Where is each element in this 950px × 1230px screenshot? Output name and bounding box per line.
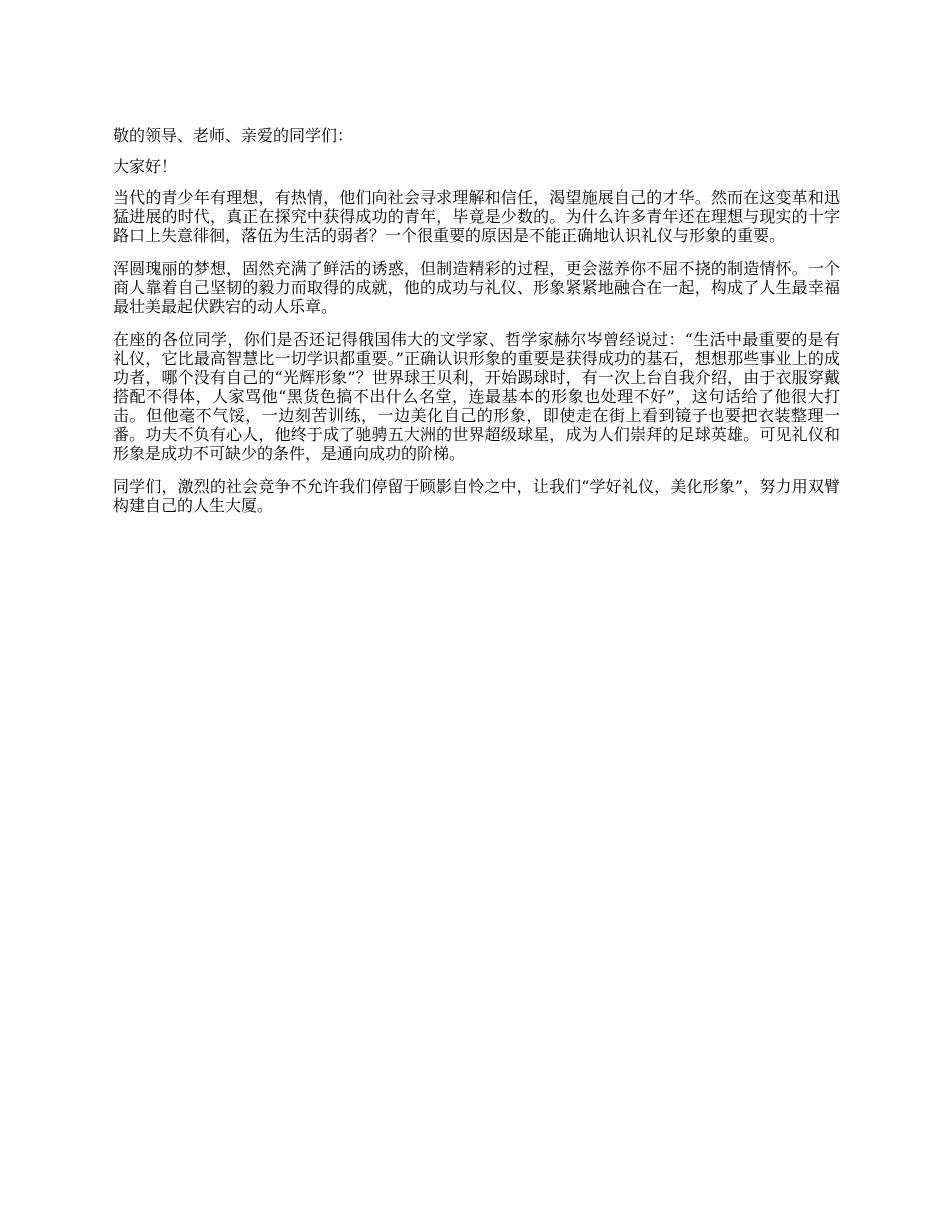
paragraph-4: 同学们，激烈的社会竞争不允许我们停留于顾影自怜之中，让我们“学好礼仪，美化形象”，努力用双臂构建自己的人生大厦。 — [113, 477, 840, 515]
paragraph-3: 在座的各位同学，你们是否还记得俄国伟大的文学家、哲学家赫尔岑曾经说过：“生活中最重要的是有礼仪，它比最高智慧比一切学识都重要。”正确认识形象的重要是获得成功的基石，想想那些事业上的成功者，哪个没有自己的“光辉形象”？世界球王贝利，开始踢球时，有一次上台自我介绍，由于衣服穿戴搭配不得体，人家骂他“黑货色搞不出什么名堂，连最基本的形象也处理不好”，这句话给了他很大打击。但他毫不气馁，一边刻苦训练，一边美化自己的形象，即使走在街上看到镜子也要把衣装整理一番。功夫不负有心人，他终于成了驰骋五大洲的世界超级球星，成为人们崇拜的足球英雄。可见礼仪和形象是成功不可缺少的条件，是通向成功的阶梯。 — [113, 330, 840, 463]
paragraph-2: 浑圆瑰丽的梦想，固然充满了鲜活的诱惑，但制造精彩的过程，更会滋养你不屈不挠的制造情怀。一个商人靠着自己坚韧的毅力而取得的成就，他的成功与礼仪、形象紧紧地融合在一起，构成了人生最幸福最壮美最起伏跌宕的动人乐章。 — [113, 259, 840, 316]
greeting: 大家好！ — [113, 157, 178, 176]
salutation: 敬的领导、老师、亲爱的同学们： — [113, 126, 354, 145]
paragraph-1: 当代的青少年有理想，有热情，他们向社会寻求理解和信任，渴望施展自己的才华。然而在这变革和迅猛进展的时代，真正在探究中获得成功的青年，毕竟是少数的。为什么许多青年还在理想与现实的十字路口上失意徘徊，落伍为生活的弱者？一个很重要的原因是不能正确地认识礼仪与形象的重要。 — [113, 188, 840, 245]
document-page — [113, 126, 840, 529]
